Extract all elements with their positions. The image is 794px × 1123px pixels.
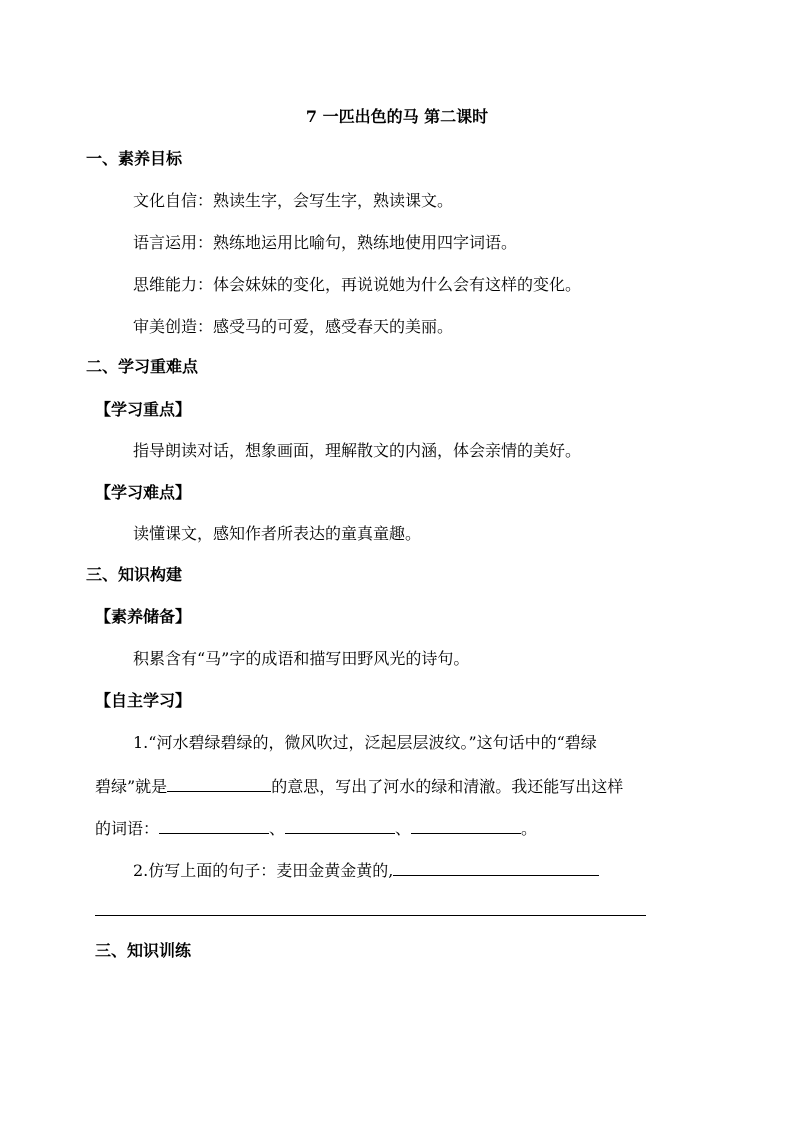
answer-blank-imitation[interactable] (393, 858, 599, 876)
goal-language: 语言运用：熟练地运用比喻句，熟练地使用四字词语。 (133, 233, 518, 252)
question-1-text-a: 碧绿”就是 (95, 777, 168, 796)
self-study-label: 【自主学习】 (95, 691, 192, 710)
answer-line-continuation[interactable] (95, 915, 646, 916)
page-title: 7 一匹出色的马 第二课时 (305, 107, 489, 126)
question-1-line-1: 1.“河水碧绿碧绿的，微风吹过，泛起层层波纹。”这句话中的“碧绿 (133, 733, 597, 752)
question-1-line-2 (95, 774, 623, 798)
section-heading-key-points: 二、学习重难点 (86, 357, 199, 376)
separator: 、 (395, 819, 412, 838)
separator: 、 (269, 819, 286, 838)
period: 。 (521, 819, 538, 838)
key-point-label: 【学习重点】 (95, 400, 192, 419)
answer-blank-meaning[interactable] (167, 774, 271, 792)
section-heading-training: 三、知识训练 (95, 941, 192, 960)
goal-thinking: 思维能力：体会妹妹的变化，再说说她为什么会有这样的变化。 (133, 275, 582, 294)
reserve-text: 积累含有“马”字的成语和描写田野风光的诗句。 (133, 649, 470, 668)
section-heading-goals: 一、素养目标 (86, 149, 183, 168)
key-point-text: 指导朗读对话，想象画面，理解散文的内涵，体会亲情的美好。 (133, 441, 582, 460)
question-1-line-3 (95, 816, 537, 840)
goal-aesthetic: 审美创造：感受马的可爱，感受春天的美丽。 (133, 317, 454, 336)
difficult-point-text: 读懂课文，感知作者所表达的童真童趣。 (133, 524, 422, 543)
answer-blank-word-3[interactable] (411, 816, 521, 834)
question-2-line (133, 858, 599, 882)
answer-blank-word-2[interactable] (285, 816, 395, 834)
answer-blank-word-1[interactable] (159, 816, 269, 834)
difficult-point-label: 【学习难点】 (95, 483, 192, 502)
question-2-text: 2.仿写上面的句子：麦田金黄金黄的, (133, 861, 394, 880)
question-1-text-b: 的意思，写出了河水的绿和清澈。我还能写出这样 (271, 777, 624, 796)
reserve-label: 【素养储备】 (95, 607, 192, 626)
goal-culture: 文化自信：熟读生字，会写生字，熟读课文。 (133, 191, 454, 210)
question-1-text-c: 的词语： (95, 819, 160, 838)
section-heading-knowledge: 三、知识构建 (86, 565, 183, 584)
